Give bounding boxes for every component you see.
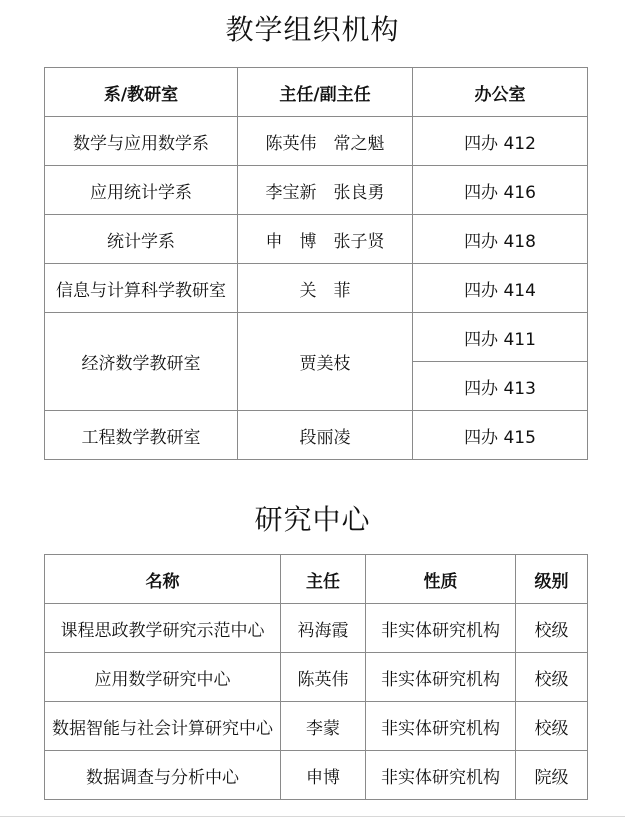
level-cell: 院级 <box>516 751 588 800</box>
name-cell: 课程思政教学研究示范中心 <box>45 604 281 653</box>
header-dept: 系/教研室 <box>45 68 238 117</box>
director-cell: 祃海霞 <box>281 604 366 653</box>
table-row <box>45 117 588 166</box>
director-cell: 陈英伟 常之魁 <box>238 117 413 166</box>
table-row <box>45 215 588 264</box>
office-cell: 四办 416 <box>413 166 588 215</box>
dept-cell: 统计学系 <box>45 215 238 264</box>
director-cell: 贾美枝 <box>238 313 413 411</box>
name-cell: 数据智能与社会计算研究中心 <box>45 702 281 751</box>
director-cell: 李蒙 <box>281 702 366 751</box>
section-title-research-centers: 研究中心 <box>254 503 371 536</box>
office-cell: 四办 418 <box>413 215 588 264</box>
table-row <box>45 313 588 362</box>
table-header-row <box>45 555 588 604</box>
table-row <box>45 653 588 702</box>
dept-cell: 信息与计算科学教研室 <box>45 264 238 313</box>
table-header-row <box>45 68 588 117</box>
header-level: 级别 <box>516 555 588 604</box>
table-row <box>45 166 588 215</box>
director-cell: 李宝新 张良勇 <box>238 166 413 215</box>
dept-cell: 经济数学教研室 <box>45 313 238 411</box>
office-cell: 四办 415 <box>413 411 588 460</box>
dept-cell: 工程数学教研室 <box>45 411 238 460</box>
table-row <box>45 702 588 751</box>
office-cell: 四办 414 <box>413 264 588 313</box>
header-office: 办公室 <box>413 68 588 117</box>
name-cell: 应用数学研究中心 <box>45 653 281 702</box>
office-cell: 四办 412 <box>413 117 588 166</box>
director-cell: 关 菲 <box>238 264 413 313</box>
section-title-teaching-org: 教学组织机构 <box>225 13 400 46</box>
level-cell: 校级 <box>516 702 588 751</box>
research-center-table <box>44 554 588 800</box>
header-director: 主任/副主任 <box>238 68 413 117</box>
nature-cell: 非实体研究机构 <box>366 653 516 702</box>
header-director: 主任 <box>281 555 366 604</box>
director-cell: 陈英伟 <box>281 653 366 702</box>
header-nature: 性质 <box>366 555 516 604</box>
table-row <box>45 604 588 653</box>
dept-cell: 应用统计学系 <box>45 166 238 215</box>
table-row <box>45 264 588 313</box>
level-cell: 校级 <box>516 653 588 702</box>
table-row <box>45 411 588 460</box>
name-cell: 数据调查与分析中心 <box>45 751 281 800</box>
header-name: 名称 <box>45 555 281 604</box>
nature-cell: 非实体研究机构 <box>366 751 516 800</box>
director-cell: 段丽凌 <box>238 411 413 460</box>
level-cell: 校级 <box>516 604 588 653</box>
office-cell: 四办 411 <box>413 313 588 362</box>
dept-cell: 数学与应用数学系 <box>45 117 238 166</box>
director-cell: 申博 <box>281 751 366 800</box>
teaching-org-table <box>44 67 588 460</box>
office-cell: 四办 413 <box>413 362 588 411</box>
nature-cell: 非实体研究机构 <box>366 604 516 653</box>
nature-cell: 非实体研究机构 <box>366 702 516 751</box>
table-row <box>45 751 588 800</box>
page-bottom-divider <box>0 816 625 817</box>
director-cell: 申 博 张子贤 <box>238 215 413 264</box>
